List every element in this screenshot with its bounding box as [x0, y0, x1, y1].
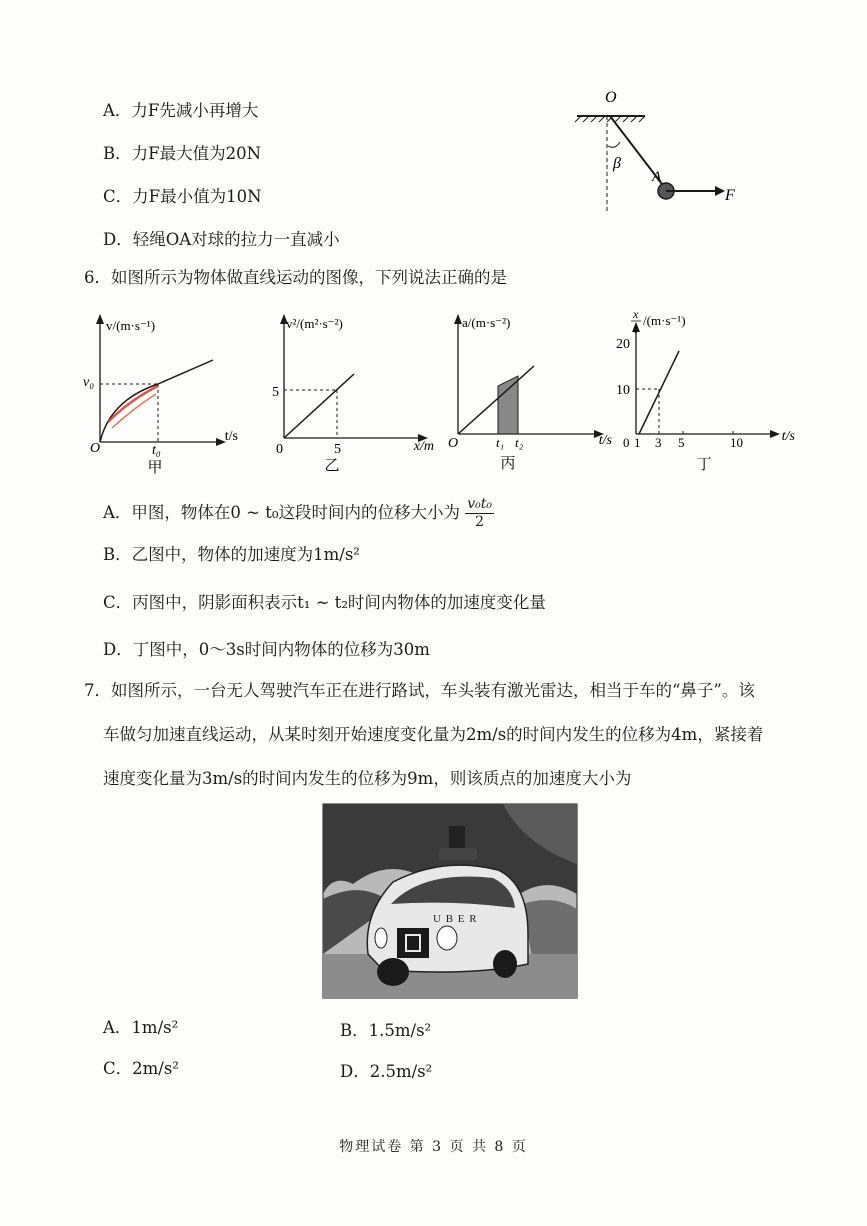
graph-jia-xlabel: t/s [224, 429, 238, 444]
page-footer: 物理试卷 第 3 页 共 8 页 [339, 1139, 528, 1155]
q6-option-a-fraction: $\frac{\text{v₀t₀}}{2}$ [467, 496, 492, 530]
q6-option-d: D．丁图中，0～3s时间内物体的位移为30m [103, 640, 430, 659]
q7-option-d: D．2.5m/s² [340, 1062, 433, 1081]
q7-option-c: C．2m/s² [103, 1059, 179, 1078]
graph-ding-ytick-20: 20 [616, 337, 630, 352]
graph-ding-ylabel-num: x [633, 307, 639, 321]
force-f-label: F [725, 187, 735, 204]
graph-jia-caption: 甲 [147, 460, 163, 476]
graph-bing-ylabel: a/(m·s⁻²) [462, 315, 511, 330]
shaded-area [498, 376, 518, 434]
graph-ding-ylabel-unit: /(m·s⁻¹) [643, 313, 686, 328]
q5-option-b: B．力F最大值为20N [103, 144, 262, 163]
q6-option-b: B．乙图中，物体的加速度为1m/s² [103, 545, 360, 564]
graph-yi-ylabel: v²/(m²·s⁻²) [286, 316, 343, 331]
graph-yi-origin: 0 [276, 442, 283, 457]
graph-jia-ylabel: v/(m·s⁻¹) [106, 318, 156, 333]
graph-bing-xtick1: t₁ [496, 435, 505, 450]
graph-ding [612, 306, 802, 478]
self-driving-car-photo [323, 804, 577, 998]
graph-ding-ytick-10: 10 [616, 383, 630, 398]
q7-stem-line2: 车做匀加速直线运动，从某时刻开始速度变化量为2m/s的时间内发生的位移为4m，紧接着 [103, 725, 764, 744]
ball-a-label: A [652, 169, 662, 185]
graph-jia-ytick: v₀ [83, 375, 95, 390]
graph-yi-ytick: 5 [272, 385, 279, 400]
graph-yi-xlabel: x/m [413, 439, 434, 454]
graph-ding-xtick-0: 0 [623, 435, 630, 450]
q7-option-b: B．1.5m/s² [340, 1021, 432, 1040]
graph-bing-xtick2: t₂ [515, 435, 524, 450]
q7-stem-line1: 7．如图所示，一台无人驾驶汽车正在进行路试，车头装有激光雷达，相当于车的“鼻子”。该 [84, 681, 755, 700]
graph-bing-xlabel: t/s [598, 433, 612, 448]
q5-pendulum-figure [565, 80, 765, 230]
q7-option-a: A．1m/s² [103, 1018, 179, 1037]
graph-ding-xtick-3: 3 [655, 435, 662, 450]
q5-option-d: D．轻绳OA对球的拉力一直减小 [103, 230, 340, 249]
point-o-label: O [605, 89, 617, 106]
graph-ding-xtick-10: 10 [730, 435, 743, 450]
graph-bing-caption: 丙 [500, 456, 516, 472]
q5-option-c: C．力F最小值为10N [103, 187, 262, 206]
graph-ding-xtick-1: 1 [634, 435, 641, 450]
graph-jia-origin: O [90, 441, 101, 456]
graph-yi [262, 310, 437, 478]
graph-ding-xlabel: t/s [781, 429, 795, 444]
graph-jia [80, 310, 238, 478]
q5-option-a: A．力F先减小再增大 [103, 101, 259, 120]
beta-label: β [613, 155, 621, 172]
car-logo-text: U B E R [433, 913, 478, 925]
graph-ding-caption: 丁 [696, 457, 712, 473]
graph-yi-caption: 乙 [324, 458, 340, 474]
graph-ding-ylabel-den: t [634, 322, 638, 336]
graph-ding-xtick-5: 5 [678, 435, 685, 450]
q7-stem-line3: 速度变化量为3m/s的时间内发生的位移为9m，则该质点的加速度大小为 [103, 769, 632, 788]
graph-yi-xtick: 5 [334, 442, 341, 457]
q6-option-a: A．甲图，物体在0 ~ t₀这段时间内的位移大小为 $\frac{\text{v₀t₀}}{2}$ [103, 496, 492, 530]
graph-bing-origin: O [448, 436, 459, 451]
q6-stem: 6．如图所示为物体做直线运动的图像，下列说法正确的是 [84, 268, 507, 287]
graph-jia-xtick: t₀ [152, 443, 161, 458]
q6-option-c: C．丙图中，阴影面积表示t₁ ~ t₂时间内物体的加速度变化量 [103, 593, 546, 612]
graph-bing [438, 310, 613, 478]
